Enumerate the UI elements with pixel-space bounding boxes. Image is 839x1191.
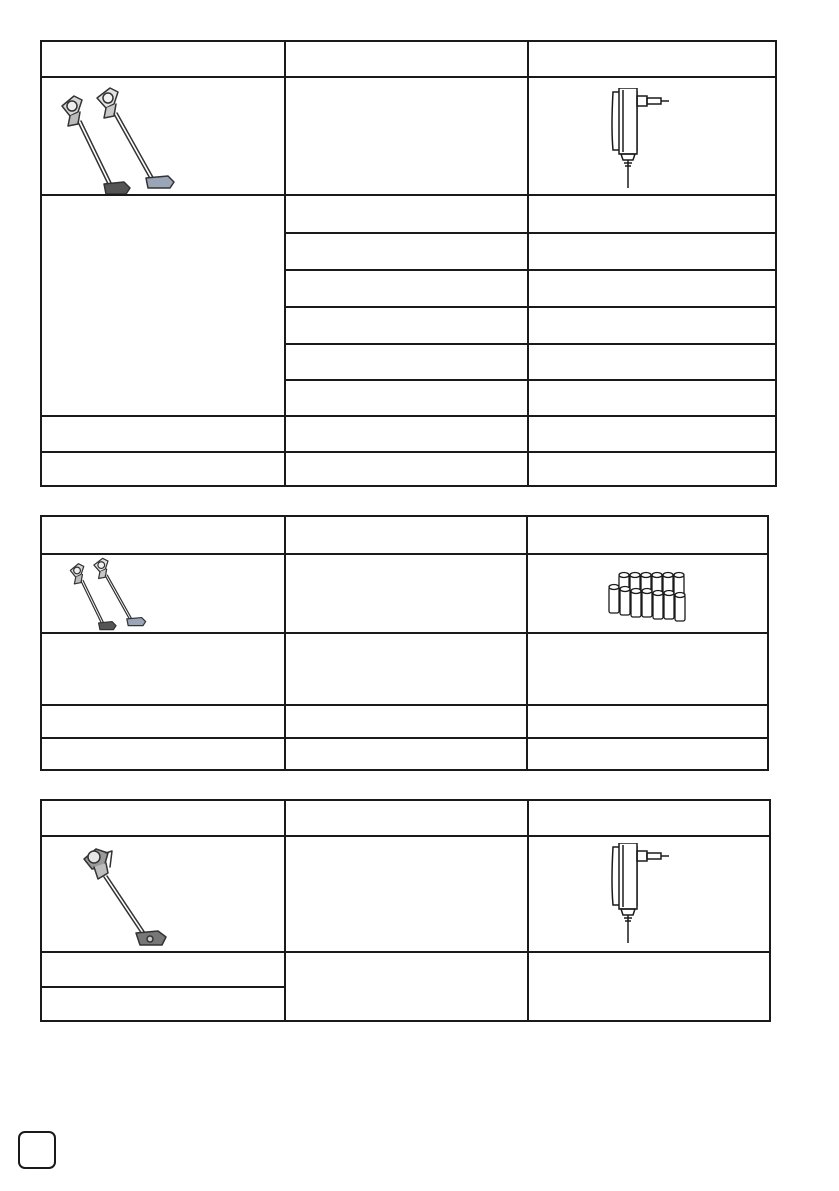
stick-vacuum-icon	[78, 841, 174, 949]
table-1-title	[42, 42, 775, 77]
battery-pack-icon	[607, 569, 697, 625]
table-3-row-1-label	[42, 953, 284, 986]
table-1-row-1-col-2	[286, 196, 527, 232]
two-stick-vacuum-icon	[54, 557, 164, 631]
spec-table-2	[40, 515, 769, 771]
power-adapter-icon	[607, 843, 687, 947]
power-adapter-icon	[607, 88, 687, 192]
table-2-row-1-label	[42, 634, 284, 704]
spec-table-1	[40, 40, 777, 487]
table-1-row-8-label	[42, 453, 284, 487]
page-number-box	[18, 1131, 56, 1169]
table-3-title	[42, 801, 769, 835]
table-2-title	[42, 517, 767, 553]
table-1-row-1-col-3	[529, 196, 775, 232]
table-2-row-2-label	[42, 706, 284, 737]
spec-table-3	[40, 799, 771, 1022]
table-1-row-1-label	[42, 196, 284, 232]
table-3-row-2-label	[42, 988, 284, 1020]
table-2-row-3-label	[42, 739, 284, 770]
page-number	[20, 1133, 54, 1167]
table-1-row-7-label	[42, 417, 284, 451]
two-stick-vacuum-icon	[52, 86, 187, 196]
